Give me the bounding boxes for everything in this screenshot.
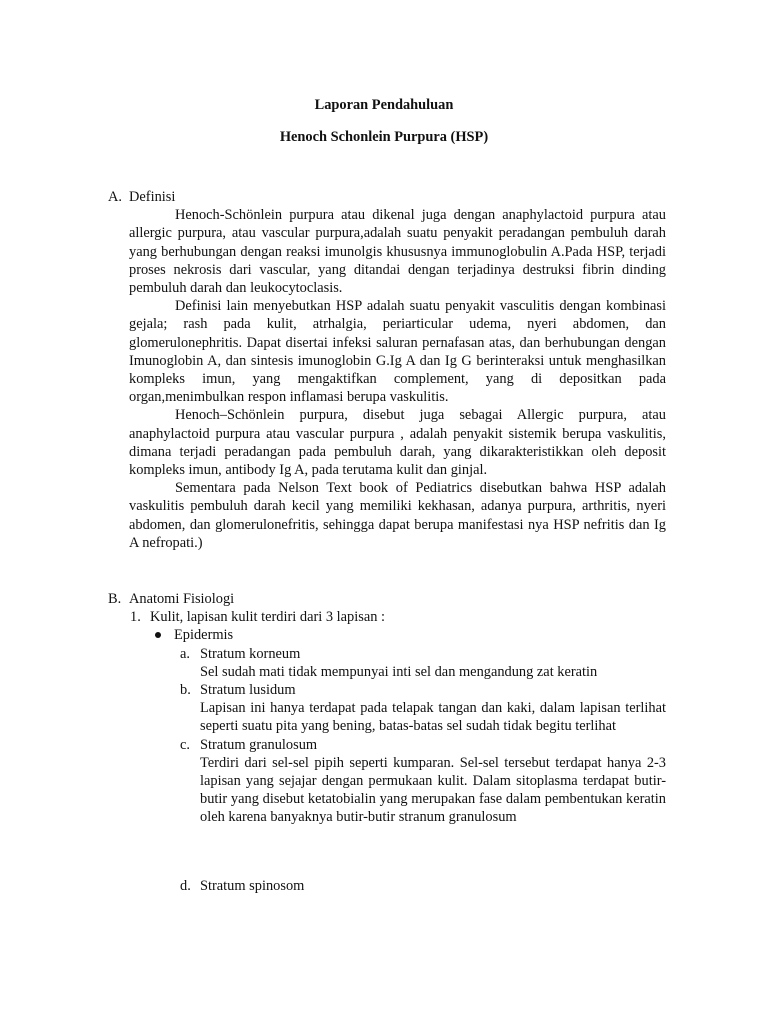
section-body: [129, 206, 666, 552]
sub-item: [180, 681, 668, 736]
item-text: Kulit, lapisan kulit terdiri dari 3 lapisan :: [150, 609, 386, 626]
sub-item-title: Stratum granulosum: [200, 736, 318, 753]
sub-item: [180, 645, 668, 681]
paragraph: Sementara pada Nelson Text book of Pediatrics disebutkan bahwa HSP adalah vaskulitis pembuluh darah kecil yang memiliki kekhasan, adanya purpura, arthritis, nyeri abdomen, dan glomerulonefritis, sehingga dapat berupa manifestasi nya HSP nefritis dan Ig A nefropati.): [129, 480, 666, 551]
sub-item-letter: d.: [180, 878, 191, 894]
sub-item-title: Stratum lusidum: [200, 682, 296, 699]
section-heading: [108, 590, 668, 608]
paragraph: Henoch-Schönlein purpura atau dikenal juga dengan anaphylactoid purpura atau allergic purpura, atau vascular purpura,adalah suatu penyakit peradangan pembuluh darah yang berhubungan dengan reaksi imunolgis khususnya immunoglobulin A.Pada HSP, terjadi proses nekrosis dari vascular, yang ditandai dengan terjadinya destruksi fibrin dinding pembuluh darah dan leukocytoclasis.: [129, 207, 666, 297]
paragraph: Henoch–Schönlein purpura, disebut juga sebagai Allergic purpura, atau anaphylactoid purpura atau vascular purpura , adalah penyakit sistemik berupa vaskulitis, dimana terjadi peradangan pada pembuluh darah, yang dikarakteristikkan oleh deposit kompleks imun, antibody Ig A, pada terutama kulit dan ginjal.: [129, 407, 666, 479]
bullet-text: Epidermis: [174, 627, 234, 644]
section-marker: B.: [108, 591, 122, 607]
sub-item-title: Stratum korneum: [200, 645, 301, 662]
item-number: 1.: [130, 609, 141, 626]
sub-item-letter: a.: [180, 645, 190, 662]
section-definisi: [108, 188, 668, 552]
sub-item: [180, 736, 668, 827]
sub-item-title: Stratum spinosom: [200, 878, 305, 894]
sub-item: [180, 877, 304, 895]
sub-item-letter: c.: [180, 736, 190, 753]
section-marker: A.: [108, 189, 122, 205]
sub-item-desc: Sel sudah mati tidak mempunyai inti sel dan mengandung zat keratin: [200, 663, 598, 680]
section-title: Definisi: [129, 189, 176, 205]
section-title: Anatomi Fisiologi: [129, 591, 235, 607]
sub-item-desc: Terdiri dari sel-sel pipih seperti kumparan. Sel-sel tersebut terdapat hanya 2-3 lapisan yang sejajar dengan permukaan kulit. Dalam sitoplasma terdapat butir-butir yang disebut ketatobialin yang merupakan fase dalam pembentukan keratin oleh karena banyaknya butir-butir stranum granulosum: [200, 754, 666, 826]
sub-item-letter: b.: [180, 682, 191, 699]
section-heading: [108, 188, 668, 206]
sub-item-desc: Lapisan ini hanya terdapat pada telapak tangan dan kaki, dalam lapisan terlihat seperti suatu pita yang bening, batas-batas sel sudah tidak begitu terlihat: [200, 700, 666, 735]
section-anatomi: [108, 590, 668, 827]
bullet-item: [154, 626, 668, 644]
bullet-dot-icon: [154, 626, 174, 644]
document-subtitle: Henoch Schonlein Purpura (HSP): [279, 129, 489, 145]
paragraph: Definisi lain menyebutkan HSP adalah suatu penyakit vasculitis dengan kombinasi gejala; rash pada kulit, atrhalgia, periarticular udema, nyeri abdomen, dan glomerulonephritis. Dapat disertai infeksi saluran pernafasan atas, dan berhubungan dengan Imunoglobin A, dan sintesis imunoglobin G.Ig A dan Ig G berinteraksi untuk menghasilkan kompleks imun, yang mengaktifkan complement, yang di depositkan pada organ,menimbulkan respon inflamasi berupa vaskulitis.: [129, 298, 666, 406]
document-title: Laporan Pendahuluan: [314, 97, 454, 113]
numbered-item: [130, 608, 668, 626]
